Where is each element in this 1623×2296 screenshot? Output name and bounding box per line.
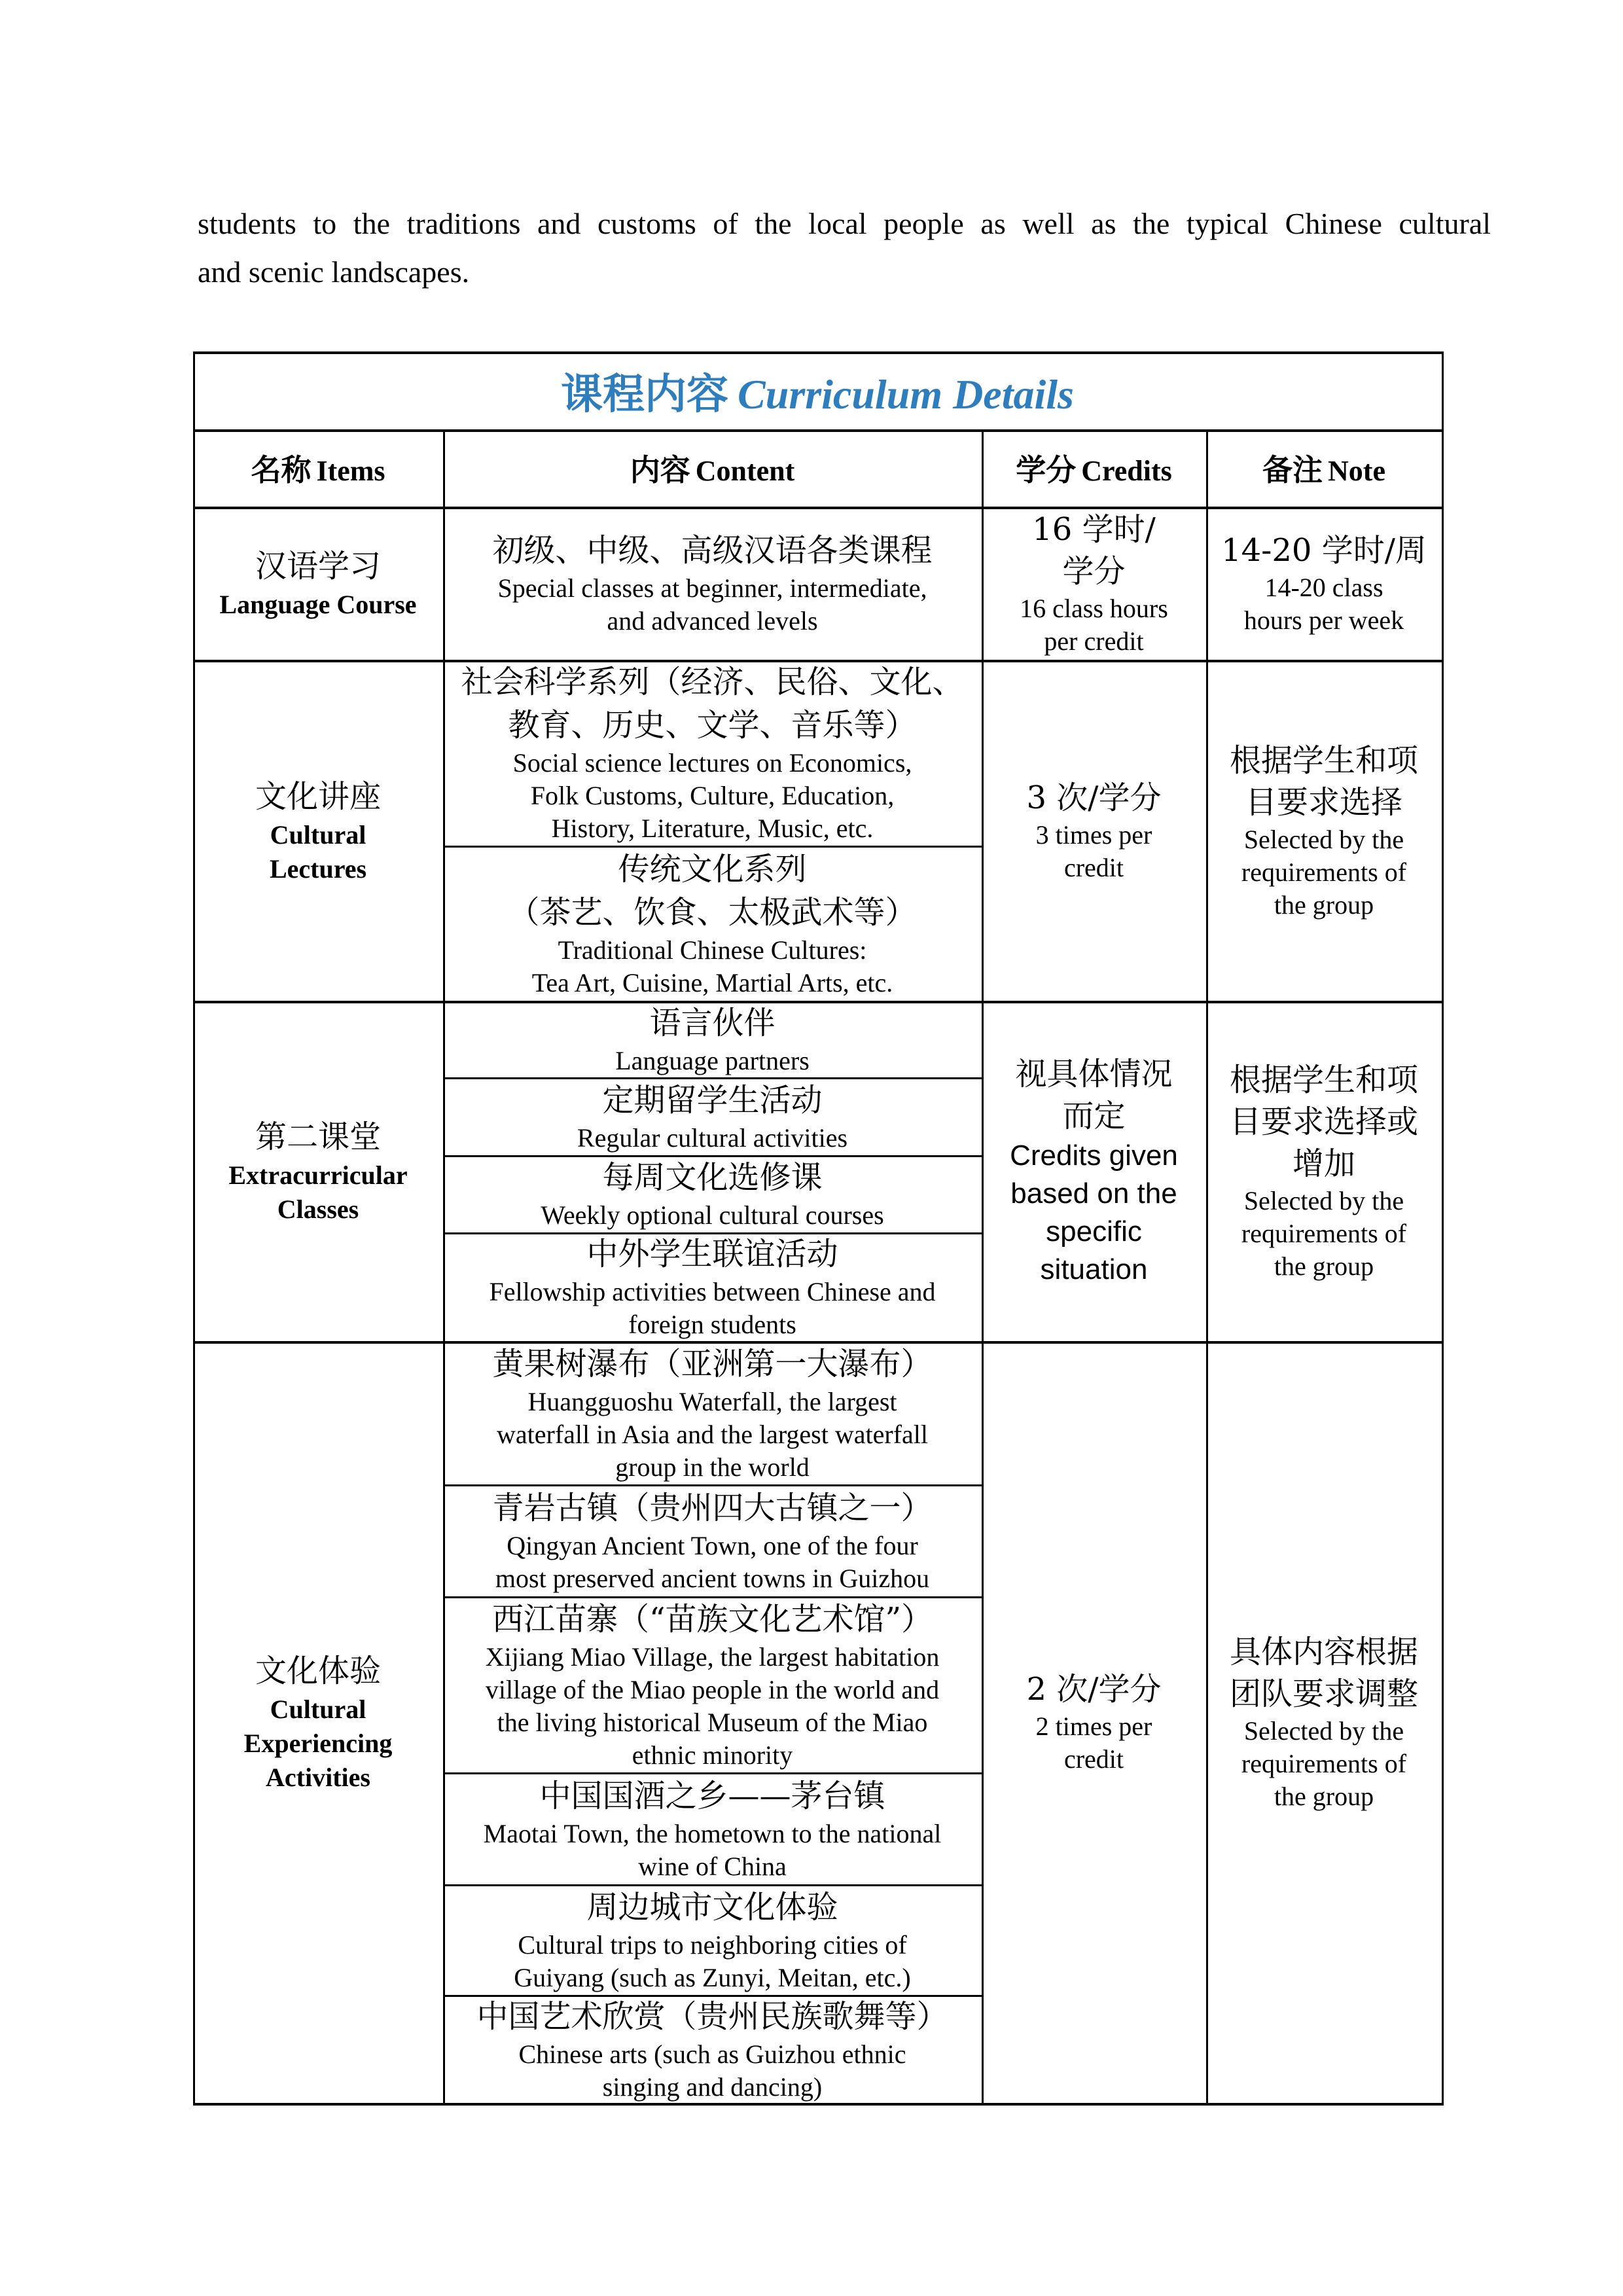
credits-zh: 16 学时/ bbox=[1032, 511, 1156, 548]
content-cell bbox=[443, 1772, 982, 1884]
note-zh: 团队要求调整 bbox=[1229, 1676, 1418, 1712]
content-en: most preserved ancient towns in Guizhou bbox=[495, 1563, 930, 1593]
content-cell bbox=[443, 1995, 982, 2103]
header-label bbox=[1262, 446, 1385, 490]
note-cell bbox=[1206, 1341, 1442, 2103]
header-cell-note bbox=[1206, 429, 1442, 507]
credits-en: credit bbox=[1063, 852, 1124, 882]
note-en: requirements of bbox=[1241, 1749, 1407, 1778]
item-name-zh: 文化体验 bbox=[255, 1653, 381, 1689]
intro-paragraph bbox=[198, 200, 1491, 296]
note-zh: 具体内容根据 bbox=[1229, 1634, 1418, 1670]
credits-en: per credit bbox=[1044, 626, 1144, 656]
header-label-zh: 内容 bbox=[630, 452, 690, 488]
note-zh: 根据学生和项 bbox=[1229, 1062, 1418, 1098]
table-bottom-border bbox=[193, 2103, 1444, 2106]
credits-en: specific bbox=[1046, 1215, 1142, 1247]
item-name-en: Cultural bbox=[270, 819, 366, 850]
item-name-zh: 汉语学习 bbox=[255, 548, 381, 584]
curriculum-table bbox=[193, 351, 1442, 2103]
credits-zh: 学分 bbox=[1062, 553, 1126, 590]
item-name-en: Language Course bbox=[219, 590, 417, 619]
note-en: the group bbox=[1274, 889, 1374, 920]
content-en: Tea Art, Cuisine, Martial Arts, etc. bbox=[531, 967, 893, 997]
note-en: requirements of bbox=[1241, 857, 1407, 887]
header-label bbox=[251, 446, 385, 490]
content-en: Maotai Town, the hometown to the national bbox=[483, 1818, 942, 1848]
content-en: Social science lectures on Economics, bbox=[512, 748, 912, 778]
item-name-en: Classes bbox=[277, 1194, 359, 1224]
content-en: and advanced levels bbox=[607, 606, 818, 636]
content-en: Guiyang (such as Zunyi, Meitan, etc.) bbox=[514, 1962, 911, 1992]
content-zh: 中外学生联谊活动 bbox=[586, 1236, 838, 1272]
content-cell bbox=[443, 1155, 982, 1232]
content-cell bbox=[443, 1001, 982, 1077]
item-name-zh: 文化讲座 bbox=[255, 778, 381, 815]
note-en: Selected by the bbox=[1243, 1186, 1404, 1215]
table-title-zh: 课程内容 bbox=[561, 370, 729, 419]
content-en: Chinese arts (such as Guizhou ethnic bbox=[518, 2039, 906, 2069]
note-zh: 增加 bbox=[1292, 1145, 1355, 1182]
credits-cell bbox=[982, 507, 1206, 660]
item-cell bbox=[193, 660, 443, 1001]
header-label-en: Content bbox=[695, 455, 795, 487]
content-en: Xijiang Miao Village, the largest habitation bbox=[485, 1641, 940, 1672]
content-zh: 中国艺术欣赏（贵州民族歌舞等） bbox=[476, 1998, 948, 2035]
content-cell bbox=[443, 1341, 982, 1484]
header-label-zh: 备注 bbox=[1262, 452, 1323, 488]
content-en: village of the Miao people in the world and bbox=[485, 1674, 940, 1704]
credits-zh: 2 次/学分 bbox=[1026, 1671, 1162, 1708]
credits-en: 2 times per bbox=[1035, 1712, 1152, 1741]
credits-cell bbox=[982, 1341, 1206, 2103]
content-en: wine of China bbox=[638, 1851, 787, 1881]
note-cell bbox=[1206, 507, 1442, 660]
content-zh: 周边城市文化体验 bbox=[586, 1888, 838, 1926]
content-en: Huangguoshu Waterfall, the largest bbox=[527, 1386, 897, 1416]
item-cell bbox=[193, 1001, 443, 1341]
note-zh: 目要求选择或 bbox=[1229, 1103, 1418, 1140]
content-zh: 每周文化选修课 bbox=[602, 1159, 823, 1196]
note-en: the group bbox=[1274, 1251, 1374, 1281]
credits-en: Credits given bbox=[1010, 1139, 1178, 1172]
note-en: 14-20 class bbox=[1264, 573, 1383, 602]
credits-en: credit bbox=[1063, 1744, 1124, 1774]
header-label bbox=[1016, 446, 1172, 490]
content-zh: 西江苗寨（“苗族文化艺术馆”） bbox=[491, 1600, 933, 1638]
note-zh: 14-20 学时/周 bbox=[1221, 532, 1427, 569]
content-en: foreign students bbox=[628, 1310, 796, 1339]
content-cell bbox=[443, 1484, 982, 1596]
content-en: Regular cultural activities bbox=[577, 1122, 848, 1153]
header-label-zh: 名称 bbox=[251, 452, 312, 488]
intro-line-1: students to the traditions and customs of the local people as well as the typical Chinese cultural bbox=[198, 207, 1491, 240]
content-zh: 黄果树瀑布（亚洲第一大瀑布） bbox=[492, 1345, 933, 1382]
header-cell-items bbox=[193, 429, 443, 507]
content-cell bbox=[443, 1232, 982, 1341]
content-en: Cultural trips to neighboring cities of bbox=[518, 1929, 907, 1960]
credits-cell bbox=[982, 660, 1206, 1001]
content-en: ethnic minority bbox=[632, 1740, 793, 1770]
header-cell-content bbox=[443, 429, 982, 507]
note-en: hours per week bbox=[1243, 605, 1404, 635]
table-title bbox=[193, 351, 1442, 429]
content-cell bbox=[443, 1884, 982, 1995]
content-zh: （茶艺、饮食、太极武术等） bbox=[508, 893, 917, 931]
note-en: Selected by the bbox=[1243, 1716, 1404, 1746]
content-zh: 语言伙伴 bbox=[649, 1004, 776, 1041]
note-cell bbox=[1206, 660, 1442, 1001]
content-cell bbox=[443, 1077, 982, 1155]
item-name-en: Cultural bbox=[270, 1695, 366, 1724]
item-name-en: Activities bbox=[266, 1763, 370, 1792]
note-cell bbox=[1206, 1001, 1442, 1341]
content-en: the living historical Museum of the Miao bbox=[497, 1707, 928, 1737]
credits-en: based on the bbox=[1010, 1177, 1177, 1210]
item-name-en: Lectures bbox=[269, 853, 367, 884]
content-zh: 中国国酒之乡——茅台镇 bbox=[539, 1777, 885, 1814]
note-en: Selected by the bbox=[1243, 824, 1404, 854]
content-en: Folk Customs, Culture, Education, bbox=[530, 781, 895, 810]
content-en: group in the world bbox=[615, 1452, 810, 1482]
credits-en: 16 class hours bbox=[1020, 594, 1168, 623]
item-name-zh: 第二课堂 bbox=[255, 1119, 381, 1155]
credits-zh: 3 次/学分 bbox=[1026, 779, 1162, 816]
table-title-en: Curriculum Details bbox=[738, 370, 1074, 418]
credits-en: situation bbox=[1040, 1253, 1148, 1285]
content-cell bbox=[443, 660, 982, 846]
note-zh: 根据学生和项 bbox=[1229, 742, 1418, 779]
header-label bbox=[630, 446, 795, 490]
content-en: Weekly optional cultural courses bbox=[541, 1200, 884, 1230]
content-en: History, Literature, Music, etc. bbox=[551, 814, 874, 843]
content-en: Qingyan Ancient Town, one of the four bbox=[507, 1530, 918, 1560]
header-label-en: Items bbox=[316, 455, 385, 487]
content-cell bbox=[443, 1596, 982, 1772]
header-cell-credits bbox=[982, 429, 1206, 507]
content-en: Special classes at beginner, intermediate, bbox=[497, 573, 927, 603]
content-cell bbox=[443, 846, 982, 1001]
content-en: Fellowship activities between Chinese and bbox=[489, 1277, 936, 1306]
item-cell bbox=[193, 1341, 443, 2103]
table-top-border bbox=[193, 351, 1444, 354]
header-label-en: Note bbox=[1328, 455, 1385, 487]
item-name-en: Experiencing bbox=[243, 1729, 393, 1758]
credits-cell bbox=[982, 1001, 1206, 1341]
credits-zh: 视具体情况 bbox=[1015, 1056, 1173, 1092]
table-right-border bbox=[1442, 351, 1444, 2105]
item-name-en: Extracurricular bbox=[228, 1160, 408, 1190]
content-en: singing and dancing) bbox=[602, 2072, 823, 2102]
content-cell bbox=[443, 507, 982, 660]
content-zh: 初级、中级、高级汉语各类课程 bbox=[492, 532, 933, 569]
content-zh: 定期留学生活动 bbox=[602, 1081, 823, 1119]
header-label-en: Credits bbox=[1081, 455, 1172, 487]
content-en: Language partners bbox=[615, 1045, 810, 1075]
content-zh: 社会科学系列（经济、民俗、文化、 bbox=[461, 664, 964, 700]
content-zh: 青岩古镇（贵州四大古镇之一） bbox=[492, 1489, 933, 1526]
credits-zh: 而定 bbox=[1062, 1098, 1126, 1134]
content-en: Traditional Chinese Cultures: bbox=[558, 935, 867, 965]
credits-en: 3 times per bbox=[1035, 819, 1152, 850]
content-zh: 传统文化系列 bbox=[618, 850, 807, 888]
note-en: the group bbox=[1274, 1782, 1374, 1811]
note-en: requirements of bbox=[1241, 1219, 1407, 1248]
content-en: waterfall in Asia and the largest waterfall bbox=[496, 1419, 928, 1449]
content-zh: 教育、历史、文学、音乐等） bbox=[508, 707, 917, 744]
header-label-zh: 学分 bbox=[1016, 452, 1077, 488]
item-cell bbox=[193, 507, 443, 660]
intro-line-2: and scenic landscapes. bbox=[198, 255, 470, 289]
note-zh: 目要求选择 bbox=[1245, 783, 1402, 821]
